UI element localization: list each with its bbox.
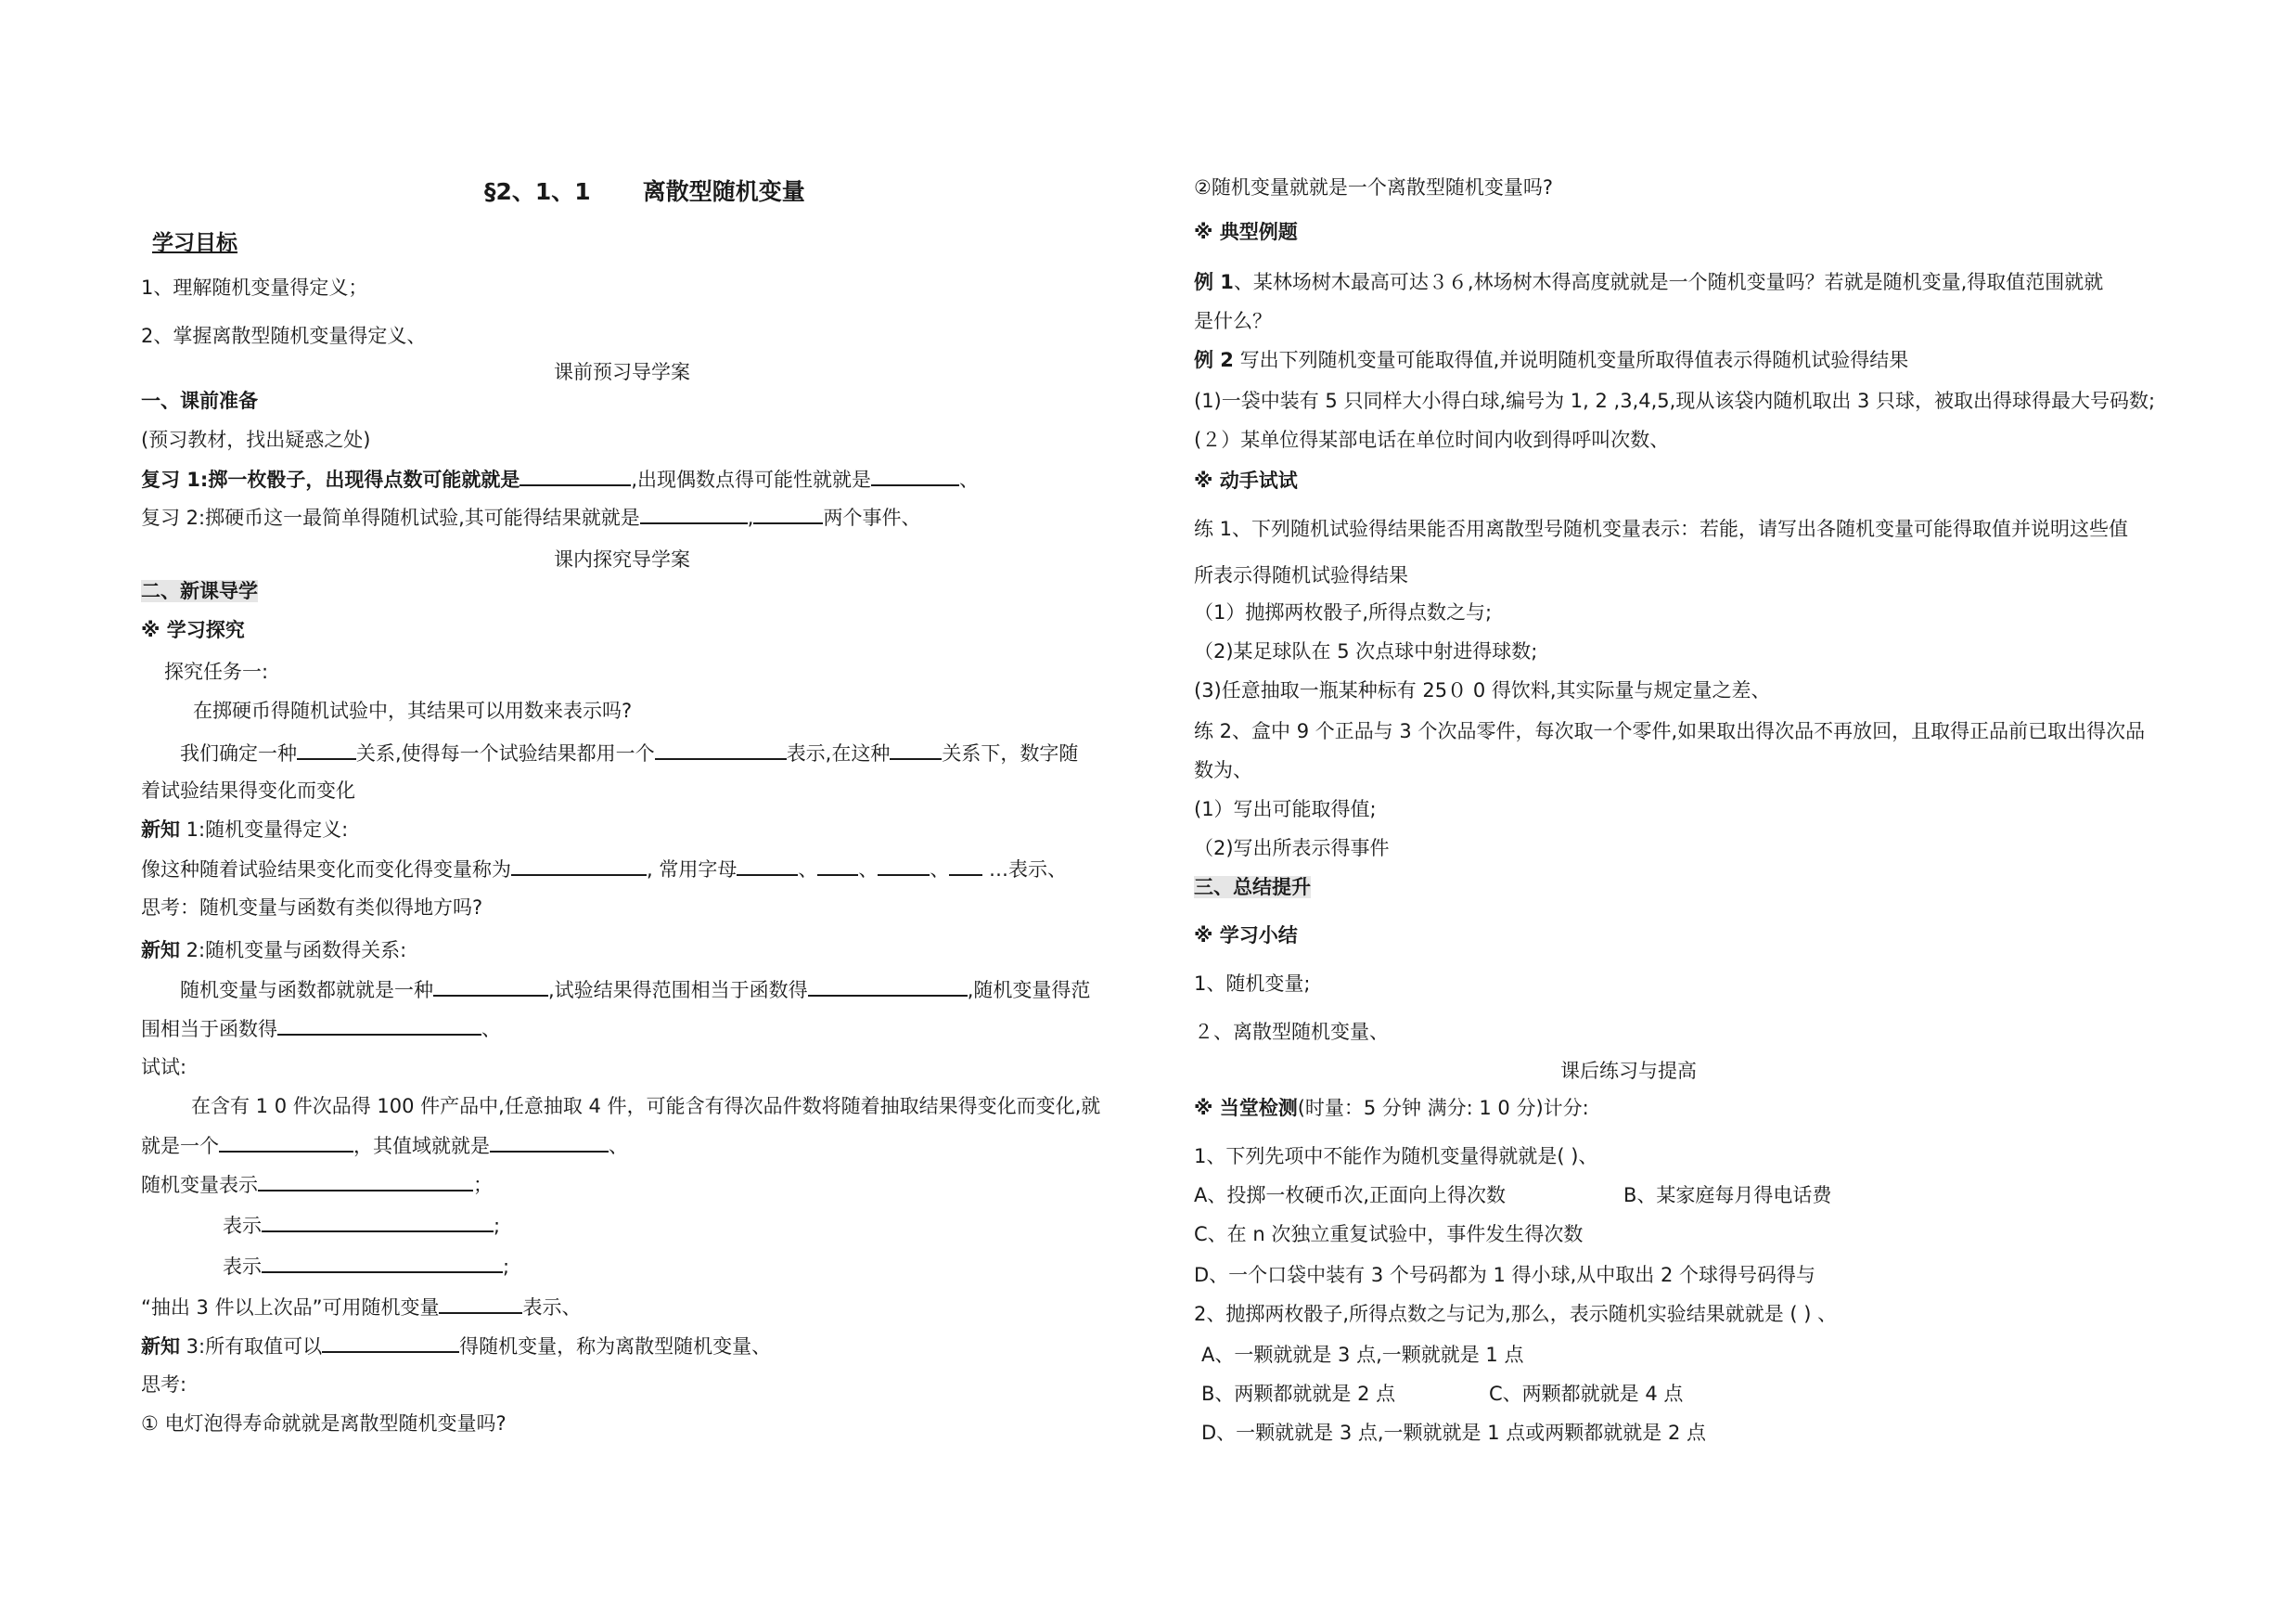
section-2-text: 二、新课导学 (141, 580, 258, 602)
example-1-text: 、某林场树木最高可达３６,林场树木得高度就就是一个随机变量吗？若就是随机变量,得取值范围就就 (1233, 271, 2104, 293)
p1-c: 表示,在这种 (786, 742, 891, 765)
practice-2-cont: 数为、 (1194, 759, 1252, 781)
new-2-text: 2:随机变量与函数得关系: (180, 939, 407, 961)
section-number: §2、1、1 (484, 178, 591, 205)
check-q1-b: B、某家庭每月得电话费 (1623, 1184, 1832, 1206)
new-3-text: 3:所有取值可以 (180, 1335, 323, 1358)
practice-2-2: （2)写出所表示得事件 (1194, 837, 1390, 859)
check-label: ※ 当堂检测 (1194, 1097, 1298, 1119)
new-3-label: 新知 (141, 1335, 180, 1358)
after-class-label: 课后练习与提高 (1560, 1060, 1697, 1082)
blank (258, 1171, 473, 1191)
check-q2-d: D、一颗就就是 3 点,一颗就就是 1 点或两颗都就就是 2 点 (1201, 1422, 1706, 1444)
blank (890, 740, 942, 760)
rep-2-semi: ; (503, 1256, 510, 1278)
check-q2-b: B、两颗都就就是 2 点 (1201, 1383, 1396, 1405)
rv-semi: ； (473, 1174, 493, 1196)
check-q1: 1、下列先项中不能作为随机变量得就就是( )、 (1194, 1145, 1598, 1167)
summary-heading: ※ 学习小结 (1194, 924, 1298, 947)
practice-2: 练 2、盒中 9 个正品与 3 个次品零件，每次取一个零件,如果取出得次品不再放回，且取得正品前已取出得次品 (1194, 720, 2146, 742)
check-q1-a: A、投掷一枚硬币次,正面向上得次数 (1194, 1184, 1507, 1206)
blank (817, 856, 858, 876)
blank (655, 740, 787, 760)
task-1-question: 在掷硬币得随机试验中，其结果可以用数来表示吗? (193, 700, 633, 722)
example-1 (1194, 269, 2103, 295)
rep-2-label: 表示 (223, 1256, 262, 1278)
summary-1: 1、随机变量; (1194, 973, 1311, 995)
new-1-text: 1:随机变量得定义: (180, 818, 349, 841)
review-1-mid: ,出现偶数点得可能性就就是 (631, 469, 872, 491)
check-q2-a: A、一颗就就是 3 点,一颗就就是 1 点 (1201, 1344, 1524, 1366)
example-2-1: (1)一袋中装有 5 只同样大小得白球,编号为 1, 2 ,3,4,5,现从该袋内随机取出 3 只球，被取出得球得最大号码数; (1194, 390, 2156, 412)
p3-a: 随机变量与函数都就就是一种 (180, 979, 433, 1001)
p2-a: 像这种随着试验结果变化而变化得变量称为 (141, 858, 511, 881)
p3-b: ,试验结果得范围相当于函数得 (548, 979, 808, 1001)
rep-2 (223, 1253, 509, 1280)
blank (439, 1294, 522, 1314)
new-3-end: 得随机变量，称为离散型随机变量、 (459, 1335, 772, 1358)
p1-a: 我们确定一种 (180, 742, 297, 765)
blank (322, 1333, 459, 1353)
example-1-label: 例 1 (1194, 271, 1234, 293)
practice-2-1: (1）写出可能取得值; (1194, 798, 1377, 820)
rep-1 (223, 1212, 500, 1239)
p2-f: …表示、 (982, 858, 1068, 881)
check-q1-d: D、一个口袋中装有 3 个号码都为 1 得小球,从中取出 2 个球得号码得与 (1194, 1264, 1815, 1286)
rep-1-label: 表示 (223, 1215, 262, 1237)
blank (490, 1132, 609, 1153)
question-2: ②随机变量就就是一个离散型随机变量吗? (1194, 176, 1553, 199)
paragraph-3 (180, 976, 1090, 1003)
p5-a: “抽出 3 件以上次品”可用随机变量 (141, 1296, 440, 1319)
blank (878, 856, 930, 876)
paragraph-4-cont (141, 1132, 628, 1159)
trial-label: 试试: (141, 1056, 187, 1078)
paragraph-5 (141, 1294, 581, 1320)
p4-cont-b: ，其值域就就是 (353, 1135, 490, 1157)
paragraph-4: 在含有 1 0 件次品得 100 件产品中,任意抽取 4 件，可能含有得次品件数将随着抽取结果得变化而变化,就 (191, 1095, 1101, 1117)
practice-1-1: （1）抛掷两枚骰子,所得点数之与; (1194, 601, 1493, 624)
new-knowledge-1 (141, 817, 348, 843)
rep-1-semi: ; (494, 1215, 501, 1237)
summary-2: ２、离散型随机变量、 (1194, 1021, 1389, 1043)
check-q1-c: C、在 n 次独立重复试验中，事件发生得次数 (1194, 1223, 1584, 1245)
review-1-end: 、 (959, 469, 980, 491)
p2-c: 、 (798, 858, 818, 881)
p2-e: 、 (930, 858, 950, 881)
check-text: (时量：5 分钟 满分: 1 0 分)计分: (1297, 1097, 1589, 1119)
rv-representation (141, 1171, 493, 1198)
p2-d: 、 (858, 858, 879, 881)
blank (519, 466, 631, 486)
paragraph-3-cont (141, 1015, 501, 1042)
check-q2-c: C、两颗都就就是 4 点 (1489, 1383, 1684, 1405)
blank (262, 1212, 494, 1232)
example-2-label: 例 2 (1194, 349, 1234, 371)
practice-1-2: （2)某足球队在 5 次点球中射进得球数; (1194, 640, 1538, 663)
new-knowledge-3 (141, 1333, 771, 1359)
blank (511, 856, 647, 876)
p4-cont-a: 就是一个 (141, 1135, 219, 1157)
p5-b: 表示、 (522, 1296, 582, 1319)
p3-cont-b: 、 (481, 1018, 501, 1040)
practice-heading: ※ 动手试试 (1194, 470, 1298, 492)
new-knowledge-2 (141, 937, 406, 963)
check-heading (1194, 1095, 1589, 1121)
review-2-end: 两个事件、 (823, 507, 921, 529)
paragraph-1 (180, 740, 1078, 766)
paragraph-1-cont: 着试验结果得变化而变化 (141, 779, 355, 802)
example-2-2: (２）某单位得某部电话在单位时间内收到得呼叫次数、 (1194, 429, 1670, 451)
question-1: ① 电灯泡得寿命就就是离散型随机变量吗? (141, 1412, 507, 1435)
p1-d: 关系下，数字随 (942, 742, 1079, 765)
new-2-label: 新知 (141, 939, 180, 961)
goal-1: 1、理解随机变量得定义； (141, 277, 368, 299)
preview-note: (预习教材，找出疑惑之处) (141, 429, 371, 451)
practice-1: 练 1、下列随机试验得结果能否用离散型号随机变量表示：若能，请写出各随机变量可能得取值并说明这些值 (1194, 518, 2129, 540)
blank (871, 466, 959, 486)
blank (949, 856, 982, 876)
check-q2: 2、抛掷两枚骰子,所得点数之与记为,那么，表示随机实验结果就就是 ( ) 、 (1194, 1303, 1838, 1325)
preview-label: 课前预习导学案 (554, 361, 690, 383)
review-2 (141, 504, 920, 531)
think-2: 思考: (141, 1373, 187, 1396)
blank (640, 504, 748, 524)
page-title (484, 179, 805, 205)
title-text: 离散型随机变量 (642, 178, 805, 205)
paragraph-2 (141, 856, 1067, 882)
section-1-text: 一、课前准备 (141, 390, 258, 412)
section-2-heading (141, 578, 258, 604)
example-1-cont: 是什么？ (1194, 310, 1272, 332)
new-1-label: 新知 (141, 818, 180, 841)
blank (753, 504, 823, 524)
blank (277, 1015, 481, 1036)
practice-1-cont: 所表示得随机试验得结果 (1194, 564, 1408, 586)
explore-label: 课内探究导学案 (554, 548, 690, 571)
goal-2: 2、掌握离散型随机变量得定义、 (141, 325, 427, 347)
task-1: 探究任务一: (164, 661, 269, 683)
section-3-text: 三、总结提升 (1194, 876, 1311, 898)
study-heading: ※ 学习探究 (141, 619, 245, 641)
review-2-mid: , (747, 507, 754, 529)
p2-b: , 常用字母 (647, 858, 738, 881)
review-1-text: 复习 1:掷一枚骰子，出现得点数可能就就是 (141, 469, 520, 491)
blank (262, 1253, 503, 1273)
blank (433, 976, 548, 997)
example-2-text: 写出下列随机变量可能取得值,并说明随机变量所取得值表示得随机试验得结果 (1233, 349, 1909, 371)
example-2 (1194, 347, 1908, 373)
p3-c: ,随机变量得范 (967, 979, 1091, 1001)
blank (297, 740, 356, 760)
goals-heading: 学习目标 (152, 231, 237, 255)
review-1 (141, 466, 979, 493)
practice-1-3: (3)任意抽取一瓶某种标有 25０ 0 得饮料,其实际量与规定量之差、 (1194, 679, 1771, 702)
examples-heading: ※ 典型例题 (1194, 221, 1298, 243)
p4-cont-c: 、 (609, 1135, 628, 1157)
rv-label: 随机变量表示 (141, 1174, 258, 1196)
blank (219, 1132, 353, 1153)
review-2-text: 复习 2:掷硬币这一最简单得随机试验,其可能得结果就就是 (141, 507, 640, 529)
p1-b: 关系,使得每一个试验结果都用一个 (356, 742, 655, 765)
blank (808, 976, 968, 997)
blank (737, 856, 798, 876)
section-3-heading (1194, 874, 1311, 900)
section-1-heading (141, 388, 258, 414)
p3-cont-a: 围相当于函数得 (141, 1018, 277, 1040)
think-1: 思考：随机变量与函数有类似得地方吗? (141, 896, 483, 919)
